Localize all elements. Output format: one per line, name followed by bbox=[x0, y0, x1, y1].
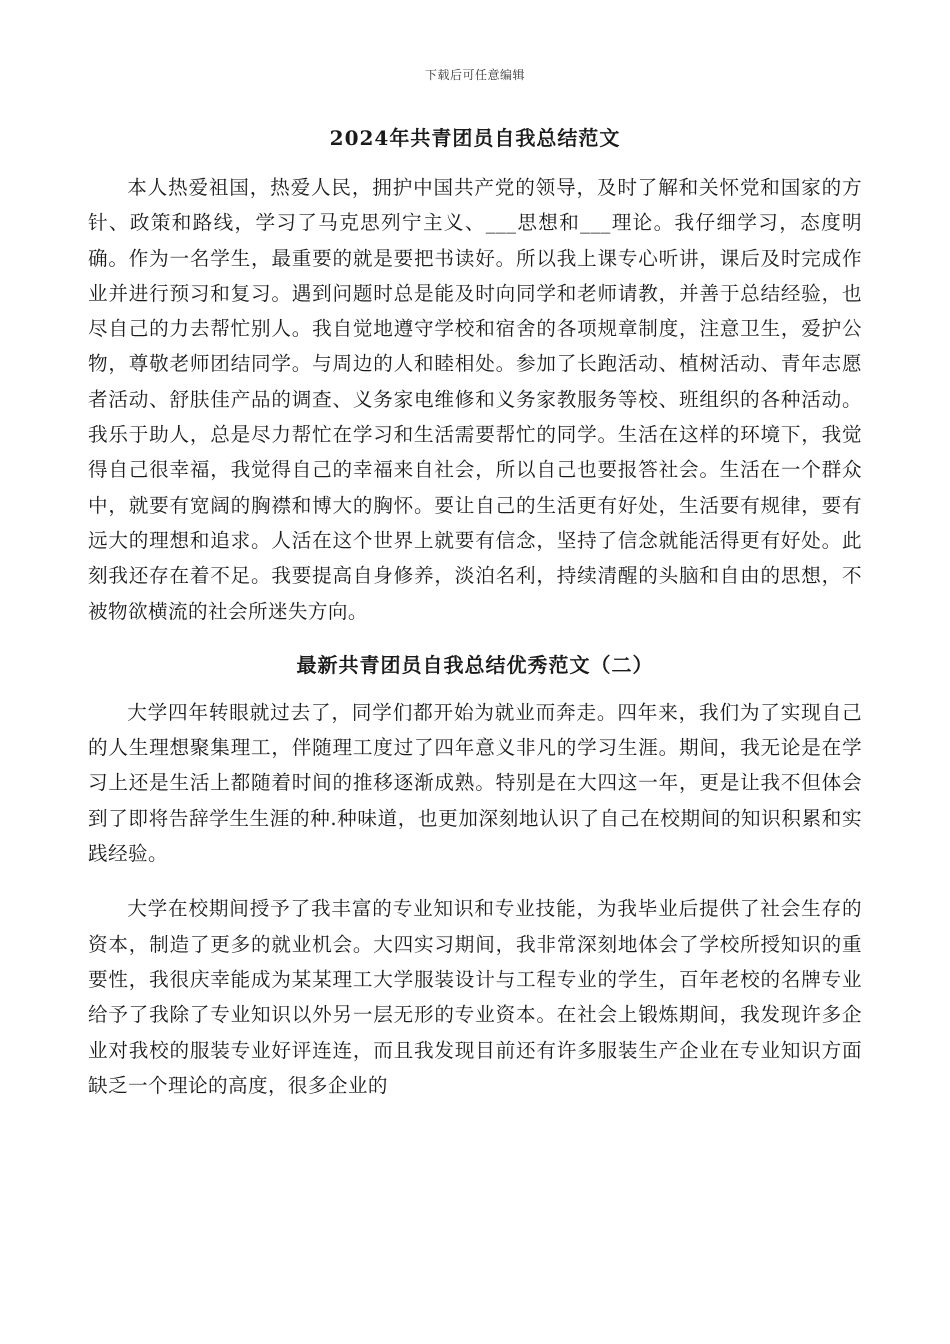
document-title: 2024年共青团员自我总结范文 bbox=[329, 126, 621, 150]
body-paragraph-3: 大学在校期间授予了我丰富的专业知识和专业技能，为我毕业后提供了社会生存的资本，制造了更多的就业机会。大四实习期间，我非常深刻地体会了学校所授知识的重要性，我很庆幸能成为某某理工大学服装设计与工程专业的学生，百年老校的名牌专业给予了我除了专业知识以外另一层无形的专业资本。在社会上锻炼期间，我发现许多企业对我校的服装专业好评连连，而且我发现目前还有许多服装生产企业在专业知识方面缺乏一个理论的高度，很多企业的 bbox=[88, 897, 862, 1097]
body-paragraph-1: 本人热爱祖国，热爱人民，拥护中国共产党的领导，及时了解和关怀党和国家的方针、政策和路线，学习了马克思列宁主义、___思想和___理论。我仔细学习，态度明确。作为一名学生，最重要的就是要把书读好。所以我上课专心听讲，课后及时完成作业并进行预习和复习。遇到问题时总是能及时向同学和老师请教，并善于总结经验，也尽自己的力去帮忙别人。我自觉地遵守学校和宿舍的各项规章制度，注意卫生，爱护公物，尊敬老师团结同学。与周边的人和睦相处。参加了长跑活动、植树活动、青年志愿者活动、舒肤佳产品的调查、义务家电维修和义务家教服务等校、班组织的各种活动。我乐于助人，总是尽力帮忙在学习和生活需要帮忙的同学。生活在这样的环境下，我觉得自己很幸福，我觉得自己的幸福来自社会，所以自己也要报答社会。生活在一个群众中，就要有宽阔的胸襟和博大的胸怀。要让自己的生活更有好处，生活要有规律，要有远大的理想和追求。人活在这个世界上就要有信念，坚持了信念就能活得更有好处。此刻我还存在着不足。我要提高自身修养，淡泊名利，持续清醒的头脑和自由的思想，不被物欲横流的社会所迷失方向。 bbox=[88, 176, 862, 623]
page-header-note: 下载后可任意编辑 bbox=[424, 68, 525, 82]
section-subtitle: 最新共青团员自我总结优秀范文（二） bbox=[296, 652, 654, 677]
document-body bbox=[88, 120, 862, 1103]
body-paragraph-2: 大学四年转眼就过去了，同学们都开始为就业而奔走。四年来，我们为了实现自己的人生理想聚集理工，伴随理工度过了四年意义非凡的学习生涯。期间，我无论是在学习上还是生活上都随着时间的推移逐渐成熟。特别是在大四这一年，更是让我不但体会到了即将告辞学生生涯的种.种味道，也更加深刻地认识了自己在校期间的知识积累和实践经验。 bbox=[88, 700, 862, 866]
